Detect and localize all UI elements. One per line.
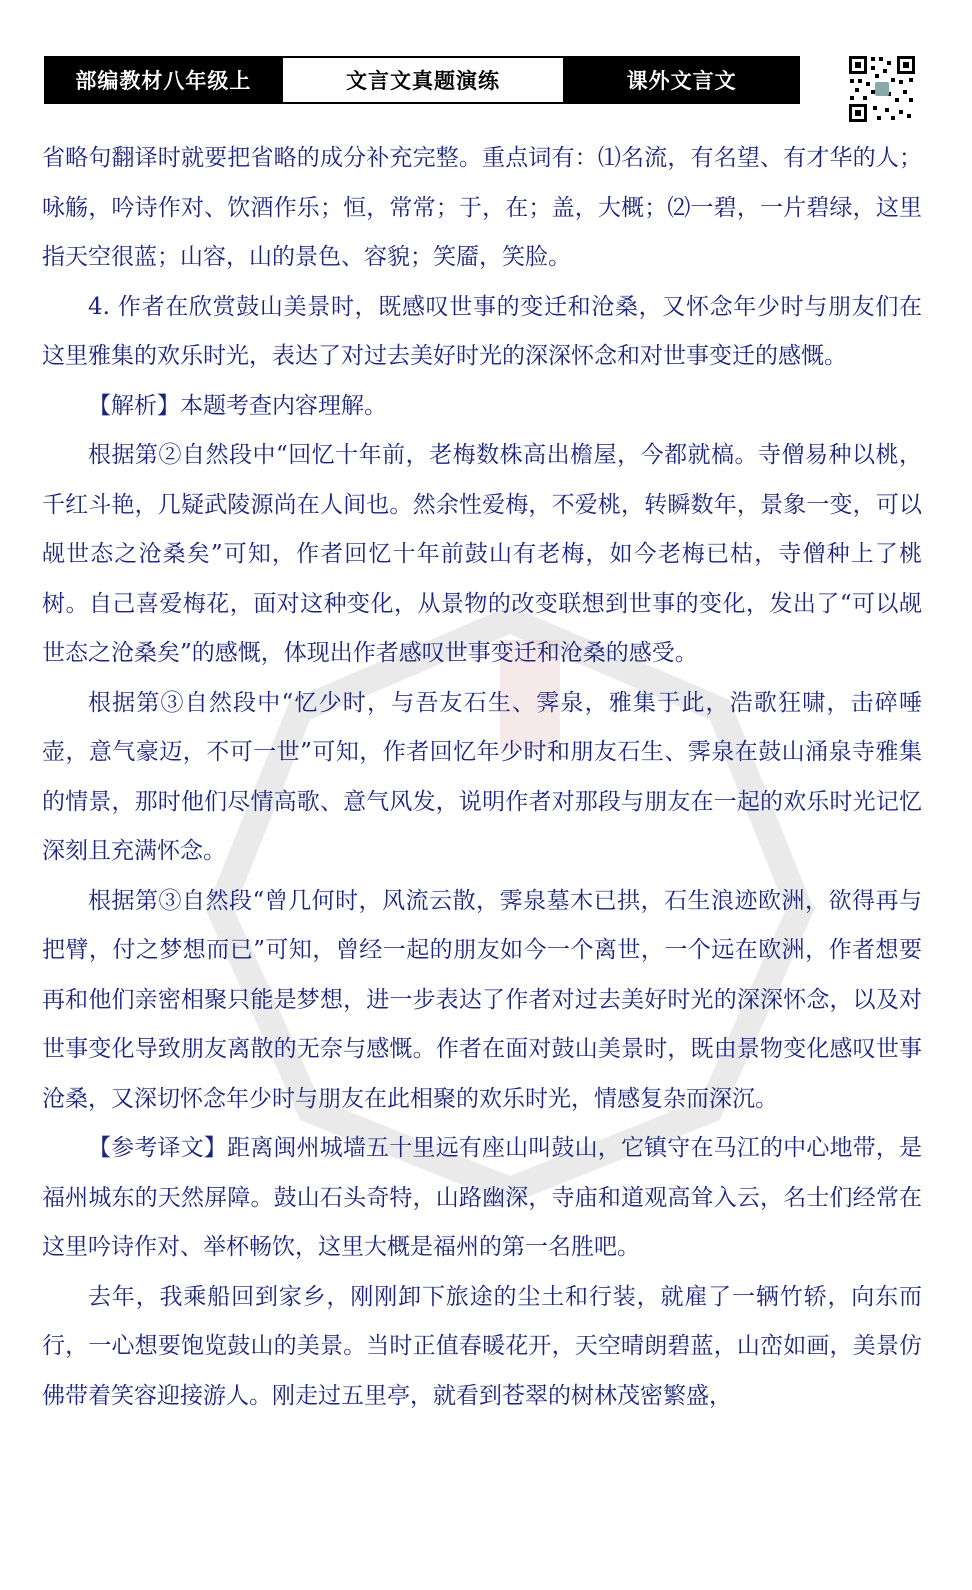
paragraph-answer-4: 4. 作者在欣赏鼓山美景时，既感叹世事的变迁和沧桑，又怀念年少时与朋友们在这里雅集的欢乐时光，表达了对过去美好时光的深深怀念和对世事变迁的感慨。: [42, 293, 922, 369]
paragraph-translation-1: 【参考译文】距离闽州城墙五十里远有座山叫鼓山，它镇守在马江的中心地带，是福州城东的天然屏障。鼓山石头奇特，山路幽深，寺庙和道观高耸入云，名士们经常在这里吟诗作对、举杯畅饮，这里大概是福州的第一名胜吧。: [42, 1135, 922, 1260]
paragraph-analysis-2: 根据第③自然段中“忆少时，与吾友石生、霁泉，雅集于此，浩歌狂啸，击碎唾壶，意气豪迈，不可一世”可知，作者回忆年少时和朋友石生、霁泉在鼓山涌泉寺雅集的情景，那时他们尽情高歌、意气风发，说明作者对那段与朋友在一起的欢乐时光记忆深刻且充满怀念。: [42, 689, 922, 864]
paragraph-translation-2: 去年，我乘船回到家乡，刚刚卸下旅途的尘土和行装，就雇了一辆竹轿，向东而行，一心想要饱览鼓山的美景。当时正值春暖花开，天空晴朗碧蓝，山峦如画，美景仿佛带着笑容迎接游人。刚走过五里亭，就看到苍翠的树林茂密繁盛，: [42, 1283, 922, 1409]
paragraph-analysis-heading: 【解析】本题考查内容理解。: [88, 392, 387, 419]
header-grade-label: 部编教材八年级上: [46, 58, 281, 102]
paragraph-vocab-notes: 省略句翻译时就要把省略的成分补充完整。重点词有：⑴名流，有名望、有才华的人；咏觞，吟诗作对、饮酒作乐；恒，常常；于，在；盖，大概；⑵一碧，一片碧绿，这里指天空很蓝；山容，山的景色、容貌；笑靥，笑脸。: [42, 145, 922, 270]
header-title: 文言文真题演练: [281, 58, 566, 102]
answer-text-body: [42, 134, 922, 1421]
header-category-label: 课外文言文: [565, 58, 798, 102]
paragraph-analysis-1: 根据第②自然段中“回忆十年前，老梅数株高出檐屋，今都就槁。寺僧易种以桃，千红斗艳，几疑武陵源尚在人间也。然余性爱梅，不爱桃，转瞬数年，景象一变，可以觇世态之沧桑矣”可知，作者回忆十年前鼓山有老梅，如今老梅已枯，寺僧种上了桃树。自己喜爱梅花，面对这种变化，从景物的改变联想到世事的变化，发出了“可以觇世态之沧桑矣”的感慨，体现出作者感叹世事变迁和沧桑的感受。: [42, 442, 922, 666]
paragraph-analysis-3: 根据第③自然段“曾几何时，风流云散，霁泉墓木已拱，石生浪迹欧洲，欲得再与把臂，付之梦想而已”可知，曾经一起的朋友如今一个离世，一个远在欧洲，作者想要再和他们亲密相聚只能是梦想，进一步表达了作者对过去美好时光的深深怀念，以及对世事变化导致朋友离散的无奈与感慨。作者在面对鼓山美景时，既由景物变化感叹世事沧桑，又深切怀念年少时与朋友在此相聚的欢乐时光，情感复杂而深沉。: [42, 887, 922, 1112]
qr-code-icon[interactable]: [847, 54, 917, 124]
header-banner: [44, 56, 800, 104]
